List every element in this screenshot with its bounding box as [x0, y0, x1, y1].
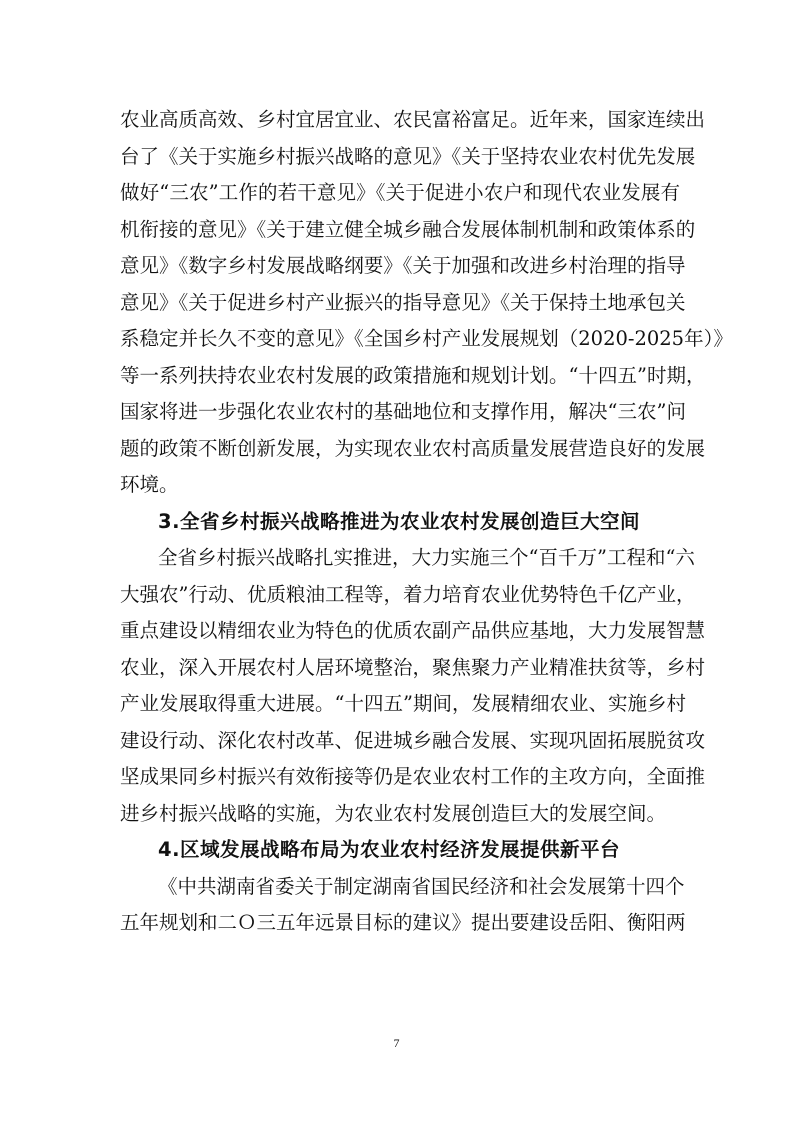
section-heading: 4.区域发展战略布局为农业农村经济发展提供新平台 — [158, 838, 620, 861]
paragraph-line: 全省乡村振兴战略扎实推进，大力实施三个“百千万”工程和“六 — [158, 546, 695, 569]
paragraph-line: 做好“三农”工作的若干意见》《关于促进小农户和现代农业发展有 — [120, 181, 680, 204]
paragraph-line: 《中共湖南省委关于制定湖南省国民经济和社会发展第十四个 — [158, 875, 685, 898]
paragraph-line: 建设行动、深化农村改革、促进城乡融合发展、实现巩固拓展脱贫攻 — [120, 729, 706, 752]
paragraph-line: 系稳定并长久不变的意见》《全国乡村产业发展规划（2020-2025年）》 — [120, 327, 733, 350]
paragraph-line: 机衔接的意见》《关于建立健全城乡融合发展体制机制和政策体系的 — [120, 218, 696, 241]
paragraph-line: 题的政策不断创新发展，为实现农业农村高质量发展营造良好的发展 — [120, 437, 706, 460]
paragraph-line: 农业，深入开展农村人居环境整治，聚焦聚力产业精准扶贫等，乡村 — [120, 656, 706, 679]
paragraph-line: 大强农”行动、优质粮油工程等，着力培育农业优势特色千亿产业， — [120, 583, 696, 606]
paragraph-line: 农业高质高效、乡村宜居宜业、农民富裕富足。近年来，国家连续出 — [120, 108, 706, 131]
paragraph-line: 环境。 — [120, 473, 179, 496]
paragraph-line: 意见》《数字乡村发展战略纲要》《关于加强和改进乡村治理的指导 — [120, 254, 686, 277]
paragraph-line: 台了《关于实施乡村振兴战略的意见》《关于坚持农业农村优先发展 — [120, 145, 696, 168]
section-heading: 3.全省乡村振兴战略推进为农业农村发展创造巨大空间 — [158, 510, 640, 533]
page-number: 7 — [393, 1036, 400, 1050]
paragraph-line: 五年规划和二Ｏ三五年远景目标的建议》提出要建设岳阳、衡阳两 — [120, 911, 686, 934]
paragraph-line: 意见》《关于促进乡村产业振兴的指导意见》《关于保持土地承包关 — [120, 291, 686, 314]
paragraph-line: 坚成果同乡村振兴有效衔接等仍是农业农村工作的主攻方向，全面推 — [120, 765, 706, 788]
paragraph-line: 等一系列扶持农业农村发展的政策措施和规划计划。“十四五”时期， — [120, 364, 706, 387]
paragraph-line: 国家将进一步强化农业农村的基础地位和支撑作用，解决“三农”问 — [120, 400, 686, 423]
paragraph-line: 产业发展取得重大进展。“十四五”期间，发展精细农业、实施乡村 — [120, 692, 686, 715]
paragraph-line: 重点建设以精细农业为特色的优质农副产品供应基地，大力发展智慧 — [120, 619, 706, 642]
paragraph-line: 进乡村振兴战略的实施，为农业农村发展创造巨大的发展空间。 — [120, 802, 667, 825]
